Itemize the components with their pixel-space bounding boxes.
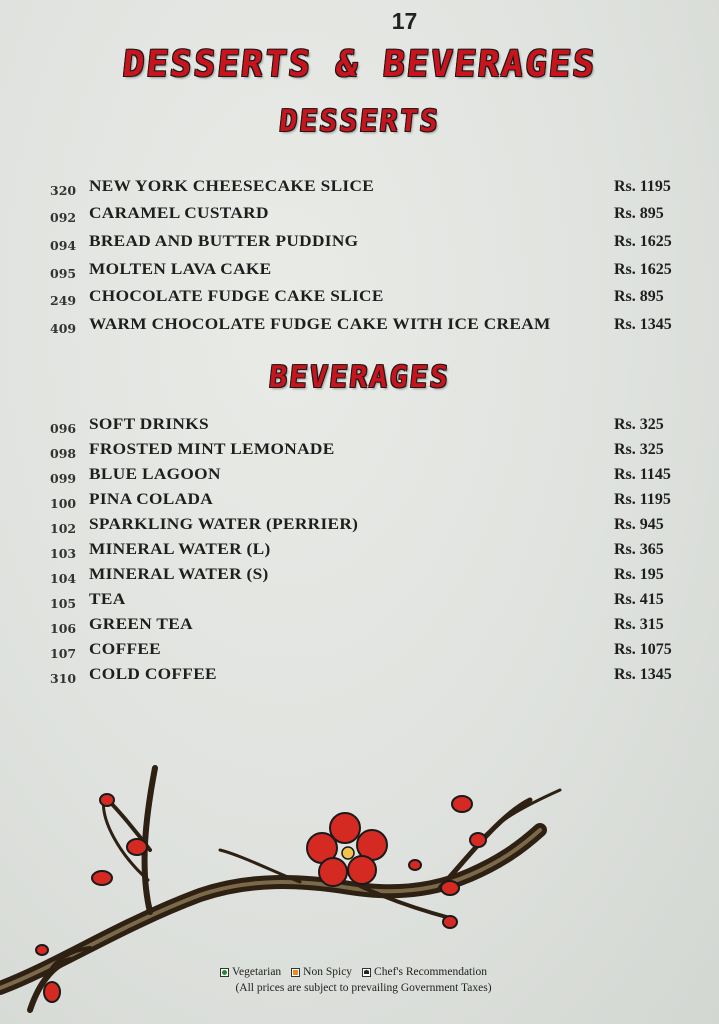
vegetarian-icon	[220, 968, 229, 977]
item-code: 310	[50, 671, 77, 686]
menu-item	[0, 566, 719, 590]
item-name: NEW YORK CHEESECAKE SLICE	[89, 178, 375, 195]
item-price: Rs. 1345	[614, 316, 672, 333]
item-code: 096	[50, 421, 77, 436]
menu-item	[0, 491, 719, 515]
item-name: PINA COLADA	[89, 491, 214, 508]
menu-item	[0, 516, 719, 540]
page-title: DESSERTS & BEVERAGES	[120, 44, 599, 85]
item-price: Rs. 1195	[614, 178, 671, 195]
item-price: Rs. 1195	[614, 491, 671, 508]
item-code: 105	[50, 596, 77, 611]
menu-item	[0, 666, 719, 690]
item-name: SPARKLING WATER (PERRIER)	[89, 516, 359, 533]
menu-item	[0, 205, 719, 229]
menu-item	[0, 316, 719, 340]
menu-item	[0, 591, 719, 615]
item-price: Rs. 1345	[614, 666, 672, 683]
item-code: 092	[50, 210, 77, 225]
item-price: Rs. 945	[614, 516, 664, 533]
item-code: 095	[50, 266, 77, 281]
item-price: Rs. 195	[614, 566, 664, 583]
footer	[0, 966, 719, 994]
item-name: BREAD AND BUTTER PUDDING	[89, 233, 359, 250]
item-price: Rs. 1625	[614, 261, 672, 278]
item-code: 098	[50, 446, 77, 461]
item-price: Rs. 1145	[614, 466, 671, 483]
menu-item	[0, 178, 719, 202]
item-name: CARAMEL CUSTARD	[89, 205, 269, 222]
item-price: Rs. 895	[614, 288, 664, 305]
legend-non-spicy-label: Non Spicy	[303, 966, 353, 978]
beverages-heading: BEVERAGES	[267, 360, 452, 395]
item-name: BLUE LAGOON	[89, 466, 221, 483]
item-code: 100	[50, 496, 77, 511]
tax-note: (All prices are subject to prevailing Government Taxes)	[235, 981, 492, 994]
menu-item	[0, 616, 719, 640]
menu-item	[0, 288, 719, 312]
item-code: 104	[50, 571, 77, 586]
menu-item	[0, 261, 719, 285]
desserts-heading: DESSERTS	[277, 104, 442, 139]
chef-hat-icon	[362, 968, 371, 977]
item-code: 103	[50, 546, 77, 561]
page-number: 17	[391, 8, 418, 34]
item-price: Rs. 325	[614, 441, 664, 458]
item-code: 249	[50, 293, 77, 308]
item-name: COLD COFFEE	[89, 666, 217, 683]
item-code: 106	[50, 621, 77, 636]
item-name: WARM CHOCOLATE FUDGE CAKE WITH ICE CREAM	[89, 316, 551, 333]
item-code: 099	[50, 471, 77, 486]
item-price: Rs. 1625	[614, 233, 672, 250]
menu-item	[0, 541, 719, 565]
item-code: 320	[50, 183, 77, 198]
item-name: COFFEE	[89, 641, 162, 658]
menu-item	[0, 641, 719, 665]
legend-non-spicy	[291, 966, 352, 978]
legend-vegetarian-label: Vegetarian	[232, 966, 282, 978]
item-price: Rs. 315	[614, 616, 664, 633]
item-code: 094	[50, 238, 77, 253]
legend	[0, 966, 719, 978]
item-price: Rs. 415	[614, 591, 664, 608]
legend-chefs-recommendation-label: Chef's Recommendation	[374, 966, 487, 978]
item-name: CHOCOLATE FUDGE CAKE SLICE	[89, 288, 384, 305]
item-price: Rs. 895	[614, 205, 664, 222]
menu-item	[0, 466, 719, 490]
item-name: TEA	[89, 591, 126, 608]
item-name: MOLTEN LAVA CAKE	[89, 261, 272, 278]
legend-vegetarian	[220, 966, 281, 978]
menu-item	[0, 441, 719, 465]
item-name: GREEN TEA	[89, 616, 193, 633]
item-code: 102	[50, 521, 77, 536]
item-price: Rs. 1075	[614, 641, 672, 658]
item-name: SOFT DRINKS	[89, 416, 209, 433]
item-code: 409	[50, 321, 77, 336]
menu-item	[0, 416, 719, 440]
menu-item	[0, 233, 719, 257]
item-name: FROSTED MINT LEMONADE	[89, 441, 335, 458]
item-name: MINERAL WATER (S)	[89, 566, 269, 583]
legend-chefs-recommendation	[362, 966, 487, 978]
item-code: 107	[50, 646, 77, 661]
item-price: Rs. 325	[614, 416, 664, 433]
item-price: Rs. 365	[614, 541, 664, 558]
non-spicy-icon	[291, 968, 300, 977]
item-name: MINERAL WATER (L)	[89, 541, 271, 558]
